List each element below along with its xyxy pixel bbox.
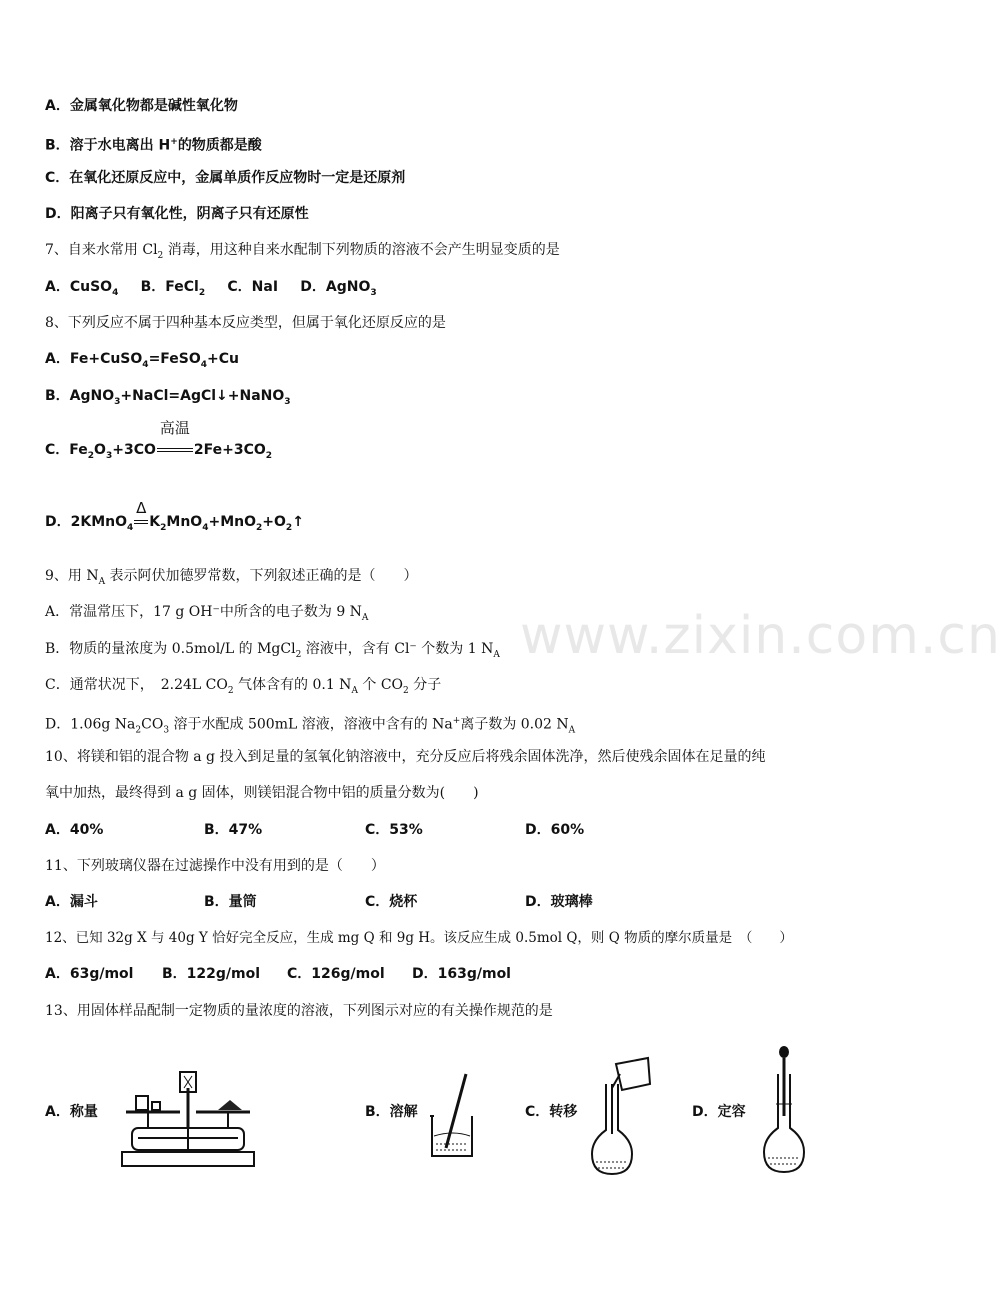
q10-option-a: A．40% — [45, 822, 104, 838]
q7-option-c: C．NaI — [227, 279, 279, 295]
q13-option-a: A．称量 — [45, 1104, 98, 1120]
watermark: www.zixin.com.cn — [520, 606, 1001, 666]
q11-stem: 11、下列玻璃仪器在过滤操作中没有用到的是（ ） — [45, 858, 385, 874]
balance-scale-icon — [118, 1068, 258, 1172]
q10-option-b: B．47% — [204, 822, 263, 838]
q12-option-b: B．122g/mol — [162, 966, 261, 982]
q12-option-d: D．163g/mol — [412, 966, 511, 982]
q7-option-d: D．AgNO$_3$ — [300, 279, 377, 298]
q7-options — [45, 277, 377, 303]
q11-option-d: D．玻璃棒 — [525, 894, 593, 910]
q7-option-b: B．FeCl$_2$ — [140, 279, 206, 298]
q8-option-c: C．$Fe_2O_3+3CO$ 高温 $2Fe+3CO_2$ — [45, 419, 273, 461]
q13-stem: 13、用固体样品配制一定物质的量浓度的溶液，下列图示对应的有关操作规范的是 — [45, 1003, 553, 1019]
q10-option-d: D．60% — [525, 822, 585, 838]
q8-option-b: B．AgNO$_3$+NaCl=AgCl↓+NaNO$_3$ — [45, 388, 291, 407]
q12-option-a: A．63g/mol — [45, 966, 134, 982]
q13-option-d: D．定容 — [692, 1104, 746, 1120]
q6-option-a: A．金属氧化物都是碱性氧化物 — [45, 98, 238, 114]
q13-option-b: B．溶解 — [365, 1104, 418, 1120]
volumetric-flask-dropper-icon — [758, 1044, 814, 1176]
q9-option-c: C．通常状况下， 2.24L $CO_2$ 气体含有的 0.1 $N_A$ 个 $CO_2$ 分子 — [45, 677, 442, 696]
q7-option-a: A．CuSO$_4$ — [45, 279, 119, 298]
q9-stem: 9、用 $N_A$ 表示阿伏加德罗常数，下列叙述正确的是（ ） — [45, 568, 418, 587]
volumetric-flask-transfer-icon — [586, 1054, 656, 1178]
q7-stem: 7、自来水常用 $Cl_2$ 消毒，用这种自来水配制下列物质的溶液不会产生明显变质的是 — [45, 242, 560, 261]
q12-option-c: C．126g/mol — [287, 966, 385, 982]
q9-option-d: D．1.06g $Na_2CO_3$ 溶于水配成 500mL 溶液，溶液中含有的 Na+离子数为 0.02 $N_A$ — [45, 716, 576, 736]
q12-stem: 12、已知 32g X 与 40g Y 恰好完全反应，生成 mg Q 和 9g H。该反应生成 0.5mol Q，则 Q 物质的摩尔质量是 （ ） — [45, 930, 793, 946]
q13-option-c: C．转移 — [525, 1104, 578, 1120]
q11-option-b: B．量筒 — [204, 894, 257, 910]
q11-option-c: C．烧杯 — [365, 894, 418, 910]
q6-option-b: B．溶于水电离出 H+的物质都是酸 — [45, 137, 262, 154]
q6-option-d: D．阳离子只有氧化性，阴离子只有还原性 — [45, 206, 309, 222]
beaker-stirring-rod-icon — [428, 1072, 478, 1162]
reaction-condition-delta: Δ — [136, 499, 147, 517]
q10-stem-line2: 氧中加热，最终得到 a g 固体，则镁铝混合物中铝的质量分数为( ) — [45, 785, 479, 801]
q8-option-d: D．2KMnO$_4$ Δ $K_2MnO_4+MnO_2+O_2↑$ — [45, 499, 304, 533]
q9-option-a: A．常温常压下，17 g OH⁻中所含的电子数为 9 $N_A$ — [45, 604, 369, 623]
q10-option-c: C．53% — [365, 822, 423, 838]
q8-stem: 8、下列反应不属于四种基本反应类型，但属于氧化还原反应的是 — [45, 315, 446, 331]
q9-option-b: B．物质的量浓度为 0.5mol/L 的 MgCl$_2$ 溶液中，含有 Cl⁻ 个数为 1 $N_A$ — [45, 641, 500, 660]
q8-option-a: A．Fe+CuSO$_4$=FeSO$_4$+Cu — [45, 351, 240, 370]
q6-option-c: C．在氧化还原反应中，金属单质作反应物时一定是还原剂 — [45, 170, 406, 186]
reaction-condition-heat: 高温 — [159, 419, 190, 437]
q10-stem-line1: 10、将镁和铝的混合物 a g 投入到足量的氢氧化钠溶液中，充分反应后将残余固体洗净，然后使残余固体在足量的纯 — [45, 749, 766, 765]
q11-option-a: A．漏斗 — [45, 894, 98, 910]
